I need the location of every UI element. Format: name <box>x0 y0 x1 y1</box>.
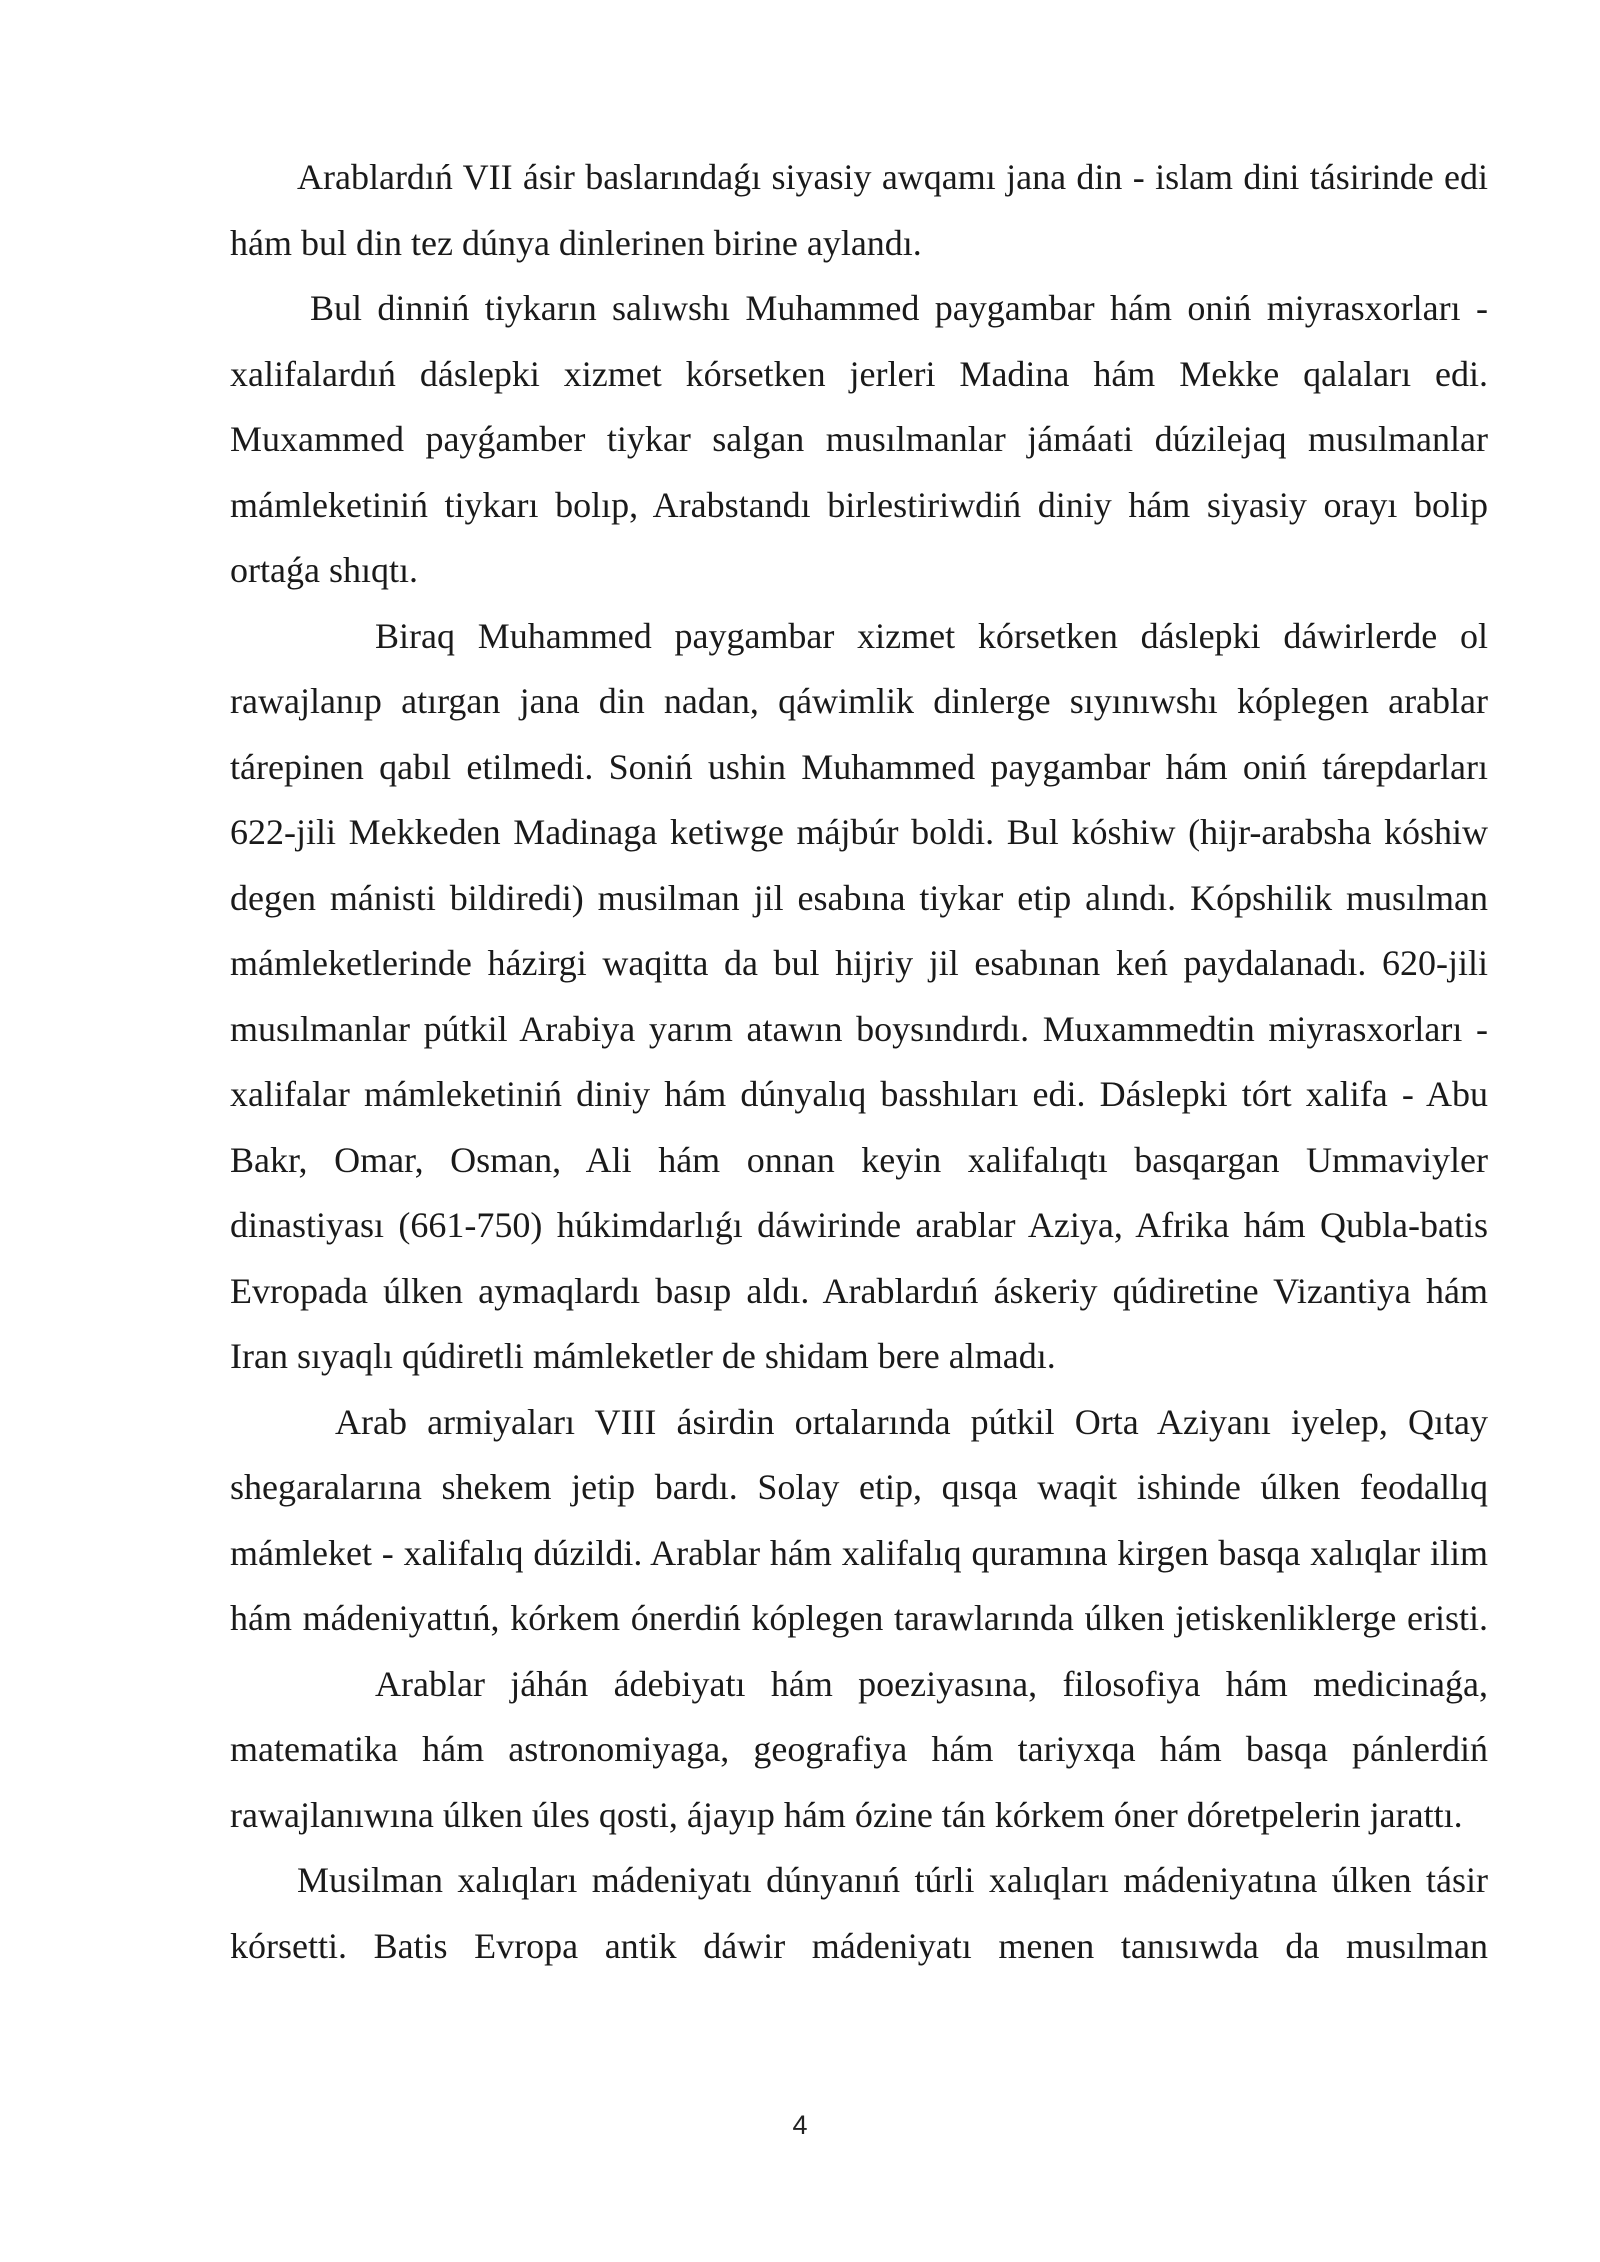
paragraph-hijra-and-caliphate: Biraq Muhammed paygambar xizmet kórsetken dáslepki dáwirlerde ol rawajlanıp atırgan jana din nadan, qáwimlik dinlerge sıyınıwshı kóplegen arablar tárepinen qabıl etilmedi. Soniń ushin Muhammed paygambar hám oniń tárepdarları 622-jili Mekkeden Madinaga ketiwge májbúr boldi. Bul kóshiw (hijr-arabsha kóshiw degen mánisti bildiredi) musilman jil esabına tiykar etip alındı. Kópshilik musılman mámleketlerinde házirgi waqitta da bul hijriy jil esabınan keń paydalanadı. 620-jili musılmanlar pútkil Arabiya yarım atawın boysındırdı. Muxammedtin miyrasxorları -xalifalar mámleketiniń diniy hám dúnyalıq basshıları edi. Dáslepki tórt xalifa - Abu Bakr, Omar, Osman, Ali hám onnan keyin xalifalıqtı basqargan Ummaviyler dinastiyası (661-750) húkimdarlıǵı dáwirinde arablar Aziya, Afrika hám Qubla-batis Evropada úlken aymaqlardı basıp aldı. Arablardıń áskeriy qúdiretine Vizantiya hám Iran sıyaqlı qúdiretli mámleketler de shidam bere almadı. <box>230 615 1488 1376</box>
paragraph-founders-of-religion: Bul dinniń tiykarın salıwshı Muhammed paygambar hám oniń miyrasxorları - xalifalardıń dáslepki xizmet kórsetken jerleri Madina hám Mekke qalaları edi. Muxammed payǵamber tiykar salgan musılmanlar jámáati dúzilejaq musılmanlar mámleketiniń tiykarı bolıp, Arabstandı birlestiriwdiń diniy hám siyasiy orayı bolip ortaǵa shıqtı. <box>230 288 1488 590</box>
paragraph-arab-contributions: Arablar jáhán ádebiyatı hám poeziyasına, filosofiya hám medicinaǵa, matematika hám astronomiyaga, geografiya hám tariyxqa hám basqa pánlerdiń rawajlanıwına úlken úles qosti, ájayıp hám ózine tán kórkem óner dóretpelerin jarattı. <box>230 1663 1488 1835</box>
body-text <box>230 145 1488 1979</box>
paragraph-muslim-culture: Musilman xalıqları mádeniyatı dúnyanıń túrli xalıqları mádeniyatına úlken tásir kórsetti. Batis Evropa antik dáwir mádeniyatı menen tanısıwda da musılman <box>230 1860 1488 1966</box>
page-number: 4 <box>792 2110 808 2140</box>
paragraph-arab-political-union: Arablardıń VII ásir baslarındaǵı siyasiy awqamı jana din - islam dini tásirinde edi hám bul din tez dúnya dinlerinen birine aylandı. <box>230 157 1488 263</box>
paragraph-arab-armies: Arab armiyaları VIII ásirdin ortalarında pútkil Orta Aziyanı iyelep, Qıtay shegaralarına shekem jetip bardı. Solay etip, qısqa waqit ishinde úlken feodallıq mámleket - xalifalıq dúzildi. Arablar hám xalifalıq quramına kirgen basqa xalıqlar ilim hám mádeniyattıń, kórkem ónerdiń kóplegen tarawlarında úlken jetiskenliklerge eristi. <box>230 1401 1488 1638</box>
